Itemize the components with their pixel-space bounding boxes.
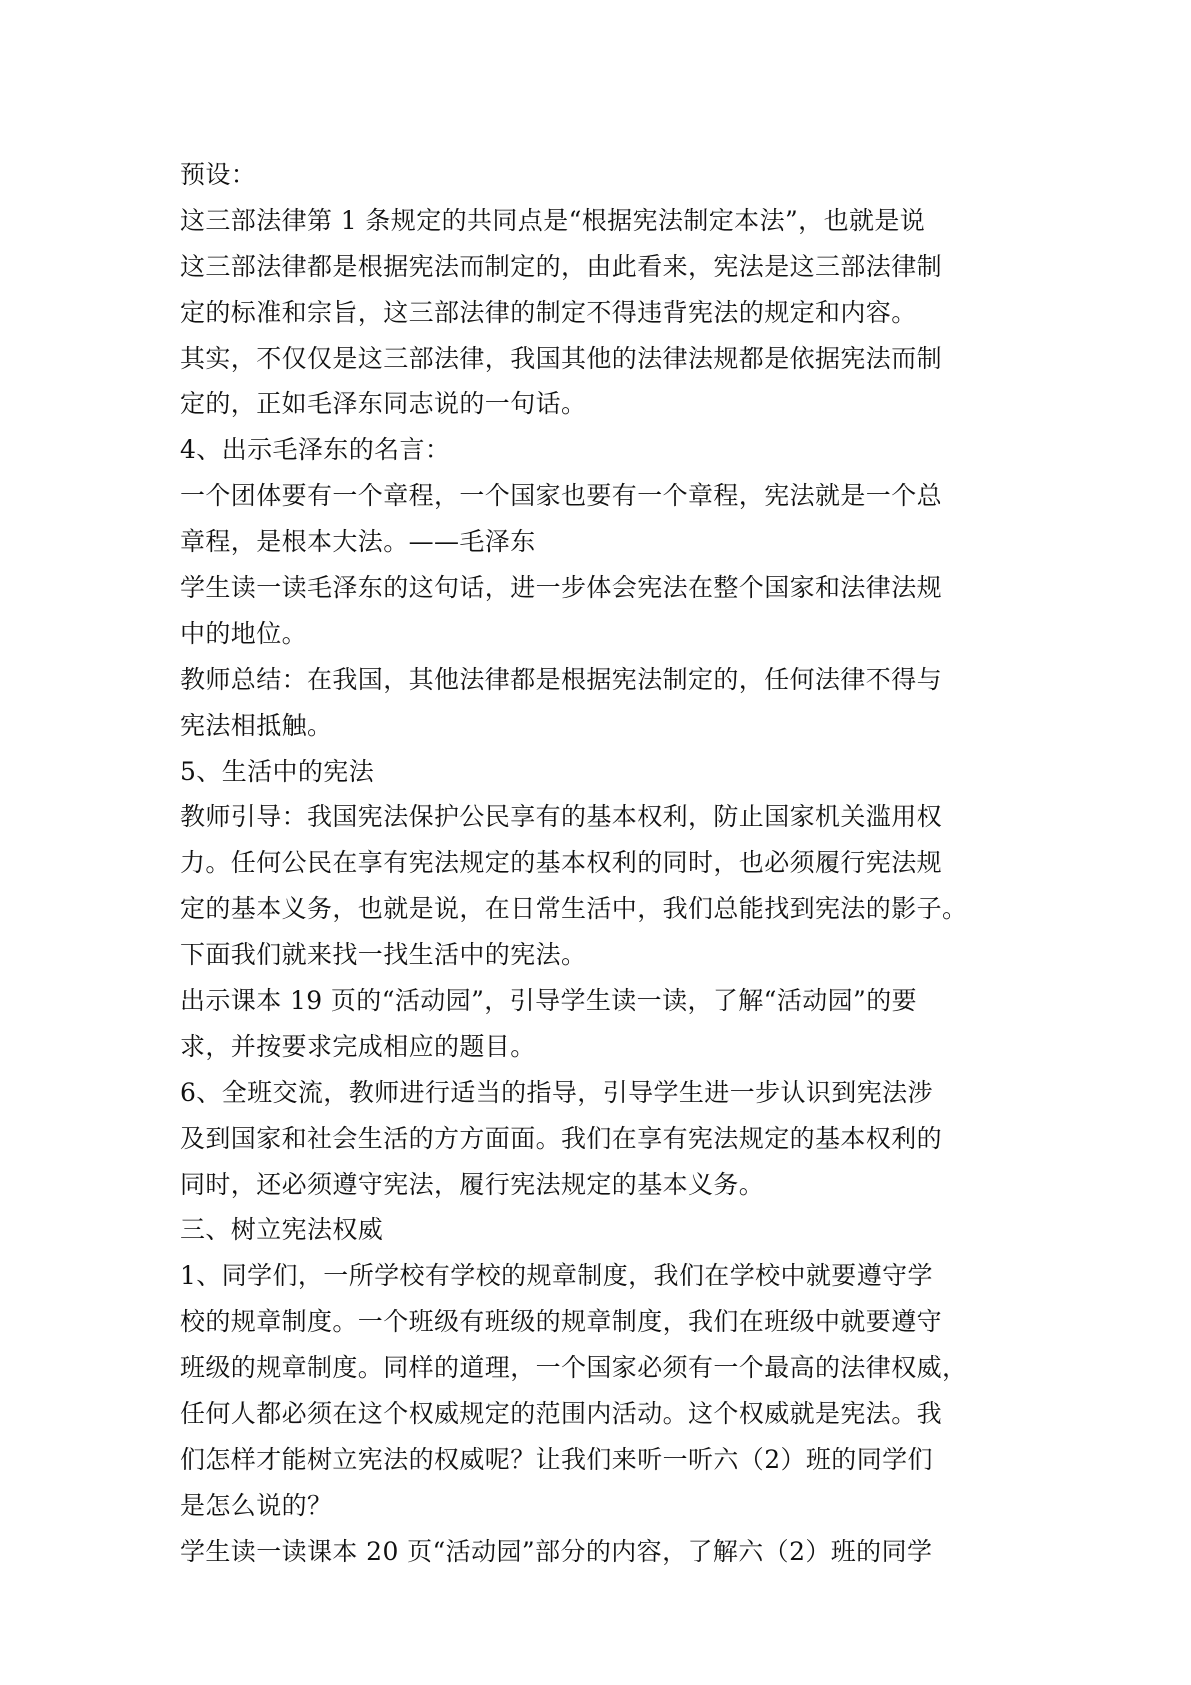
text-line: 出示课本 19 页的“活动园”，引导学生读一读，了解“活动园”的要 [180, 986, 918, 1016]
text-line: 这三部法律第 1 条规定的共同点是“根据宪法制定本法”，也就是说 [180, 205, 926, 235]
section-heading-3: 三、树立宪法权威 [180, 1215, 384, 1245]
text-line: 1、同学们，一所学校有学校的规章制度，我们在学校中就要遵守学 [180, 1261, 933, 1291]
section-heading-6: 6、全班交流，教师进行适当的指导，引导学生进一步认识到宪法涉 [180, 1077, 933, 1107]
text-line: 力。任何公民在享有宪法规定的基本权利的同时，也必须履行宪法规 [180, 848, 943, 878]
quote-line: 章程，是根本大法。——毛泽东 [180, 527, 536, 557]
text-line: 校的规章制度。一个班级有班级的规章制度，我们在班级中就要遵守 [180, 1307, 943, 1337]
text-line: 及到国家和社会生活的方方面面。我们在享有宪法规定的基本权利的 [180, 1123, 943, 1153]
text-line: 宪法相抵触。 [180, 710, 333, 740]
section-heading-5: 5、生活中的宪法 [180, 756, 375, 786]
text-line: 班级的规章制度。同样的道理，一个国家必须有一个最高的法律权威， [180, 1353, 968, 1383]
text-line: 下面我们就来找一找生活中的宪法。 [180, 940, 587, 970]
text-line: 同时，还必须遵守宪法，履行宪法规定的基本义务。 [180, 1169, 765, 1199]
text-line: 其实，不仅仅是这三部法律，我国其他的法律法规都是依据宪法而制 [180, 343, 943, 373]
text-line: 任何人都必须在这个权威规定的范围内活动。这个权威就是宪法。我 [180, 1399, 943, 1429]
text-line: 是怎么说的？ [180, 1490, 333, 1520]
text-line: 中的地位。 [180, 618, 308, 648]
text-line: 这三部法律都是根据宪法而制定的，由此看来，宪法是这三部法律制 [180, 251, 943, 281]
text-line: 们怎样才能树立宪法的权威呢？让我们来听一听六（2）班的同学们 [180, 1444, 933, 1474]
text-line: 学生读一读毛泽东的这句话，进一步体会宪法在整个国家和法律法规 [180, 573, 943, 603]
text-line: 教师总结：在我国，其他法律都是根据宪法制定的，任何法律不得与 [180, 664, 943, 694]
section-heading-4: 4、出示毛泽东的名言： [180, 435, 451, 465]
text-line: 教师引导：我国宪法保护公民享有的基本权利，防止国家机关滥用权 [180, 802, 943, 832]
quote-line: 一个团体要有一个章程，一个国家也要有一个章程，宪法就是一个总 [180, 481, 943, 511]
text-line: 学生读一读课本 20 页“活动园”部分的内容，了解六（2）班的同学 [180, 1536, 933, 1566]
text-line: 定的标准和宗旨，这三部法律的制定不得违背宪法的规定和内容。 [180, 297, 917, 327]
text-line: 求，并按要求完成相应的题目。 [180, 1031, 536, 1061]
text-line: 定的，正如毛泽东同志说的一句话。 [180, 389, 587, 419]
text-line: 定的基本义务，也就是说，在日常生活中，我们总能找到宪法的影子。 [180, 894, 968, 924]
document-body [180, 152, 1016, 1575]
paragraph-label-preset: 预设： [180, 160, 257, 189]
